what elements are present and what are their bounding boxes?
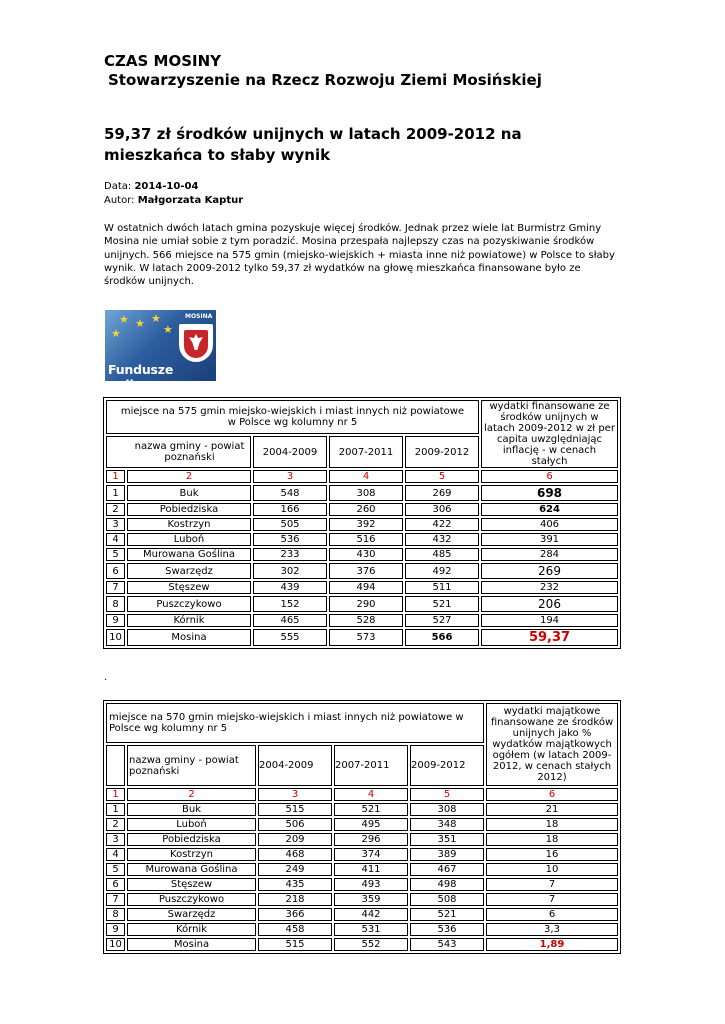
- municipality-name: Luboń: [127, 533, 251, 546]
- table-row: [106, 596, 618, 612]
- municipality-name: Buk: [127, 485, 251, 501]
- rank-2007: 260: [329, 503, 403, 516]
- row-number: 3: [106, 518, 125, 531]
- rank-2009: 536: [410, 923, 484, 936]
- municipality-name: Stęszew: [127, 878, 256, 891]
- table-row: [106, 893, 618, 906]
- percent-value: 6: [486, 908, 618, 921]
- row-number: 5: [106, 548, 125, 561]
- rank-2009: 511: [405, 581, 479, 594]
- table-row: [106, 485, 618, 501]
- eu-funds-banner-image: [105, 310, 216, 392]
- period-2007-header: 2007-2011: [329, 436, 403, 468]
- rank-2007: 531: [334, 923, 408, 936]
- rank-2009: 308: [410, 803, 484, 816]
- period-2007-header: 2007-2011: [334, 745, 408, 786]
- table-row: [106, 581, 618, 594]
- column-number: 5: [410, 788, 484, 801]
- column-number: 6: [481, 470, 618, 483]
- column-number: 4: [334, 788, 408, 801]
- row-number: 6: [106, 878, 125, 891]
- table-row: [106, 563, 618, 579]
- rank-2004: 366: [258, 908, 332, 921]
- percent-value: 18: [486, 833, 618, 846]
- municipality-name: Kórnik: [127, 614, 251, 627]
- rank-2009: 348: [410, 818, 484, 831]
- per-capita-value: 269: [481, 563, 618, 579]
- rank-2007: 374: [334, 848, 408, 861]
- per-capita-value: 406: [481, 518, 618, 531]
- rank-2004: 505: [253, 518, 327, 531]
- rank-2004: 515: [258, 803, 332, 816]
- row-number: 6: [106, 563, 125, 579]
- row-number: 10: [106, 629, 125, 646]
- per-capita-value: 624: [481, 503, 618, 516]
- table-row: [106, 878, 618, 891]
- municipality-name: Kórnik: [127, 923, 256, 936]
- rank-2004: 468: [258, 848, 332, 861]
- municipality-name: Stęszew: [127, 581, 251, 594]
- crest-label: MOSINA: [185, 313, 213, 320]
- municipality-name: Swarzędz: [127, 563, 251, 579]
- municipality-name: Kostrzyn: [127, 518, 251, 531]
- author-label: Autor:: [104, 195, 135, 206]
- column-number: 2: [127, 788, 256, 801]
- row-number: 7: [106, 893, 125, 906]
- table-row-highlight: [106, 938, 618, 951]
- rank-2004: 555: [253, 629, 327, 646]
- percent-value: 18: [486, 818, 618, 831]
- rank-2007: 411: [334, 863, 408, 876]
- table-row: [106, 614, 618, 627]
- rank-2009: 485: [405, 548, 479, 561]
- per-capita-value: 284: [481, 548, 618, 561]
- percent-value: 16: [486, 848, 618, 861]
- municipality-name: Mosina: [127, 629, 251, 646]
- name-column-header: nazwa gminy - powiat poznański: [106, 436, 251, 468]
- period-2004-header: 2004-2009: [258, 745, 332, 786]
- row-number: 1: [106, 485, 125, 501]
- table-row: [106, 923, 618, 936]
- table-row: [106, 803, 618, 816]
- rank-2004: 249: [258, 863, 332, 876]
- column-number: 3: [253, 470, 327, 483]
- rank-2004: 515: [258, 938, 332, 951]
- rank-2004: 233: [253, 548, 327, 561]
- eu-star-icon: ★: [135, 317, 145, 330]
- rank-2004: 439: [253, 581, 327, 594]
- rank-2004: 152: [253, 596, 327, 612]
- municipality-name: Buk: [127, 803, 256, 816]
- row-number: 9: [106, 923, 125, 936]
- value-column-header: wydatki finansowane ze środków unijnych w latach 2009-2012 w zł per capita uwzględniając inflację - w cenach stałych: [481, 400, 618, 468]
- eu-star-icon: ★: [151, 312, 161, 325]
- municipality-name: Luboń: [127, 818, 256, 831]
- eu-star-icon: ★: [111, 327, 121, 340]
- row-number: 4: [106, 533, 125, 546]
- eu-star-icon: ★: [119, 313, 129, 326]
- column-number: 5: [405, 470, 479, 483]
- table-row: [106, 908, 618, 921]
- column-number: 4: [329, 470, 403, 483]
- per-capita-value: 232: [481, 581, 618, 594]
- period-2009-header: 2009-2012: [405, 436, 479, 468]
- table-row: [106, 518, 618, 531]
- rank-2007: 495: [334, 818, 408, 831]
- rank-2007: 442: [334, 908, 408, 921]
- rank-2009: 306: [405, 503, 479, 516]
- row-number: 9: [106, 614, 125, 627]
- rank-2009: 492: [405, 563, 479, 579]
- municipality-name: Puszczykowo: [127, 596, 251, 612]
- table-row: [106, 818, 618, 831]
- percent-value: 7: [486, 878, 618, 891]
- author-value: Małgorzata Kaptur: [137, 195, 244, 206]
- rank-2009: 508: [410, 893, 484, 906]
- rank-2009: 269: [405, 485, 479, 501]
- rank-2009: 498: [410, 878, 484, 891]
- row-number: 4: [106, 848, 125, 861]
- municipality-name: Puszczykowo: [127, 893, 256, 906]
- table-row-highlight: [106, 629, 618, 646]
- municipality-name: Murowana Goślina: [127, 863, 256, 876]
- group-header: miejsce na 575 gmin miejsko-wiejskich i miast innych niż powiatowe w Polsce wg kolumny nr 5: [106, 400, 479, 434]
- row-number: 3: [106, 833, 125, 846]
- article-lead: W ostatnich dwóch latach gmina pozyskuje więcej środków. Jednak przez wiele lat Burmistrz Gminy Mosina nie umiał sobie z tym poradzić. Mosina przespała najlepszy czas na pozyskiwanie środków unijnych. 566 miejsce na 575 gmin (miejsko-wiejskich + miasta inne niż powiatowe) w Polsce to słaby wynik. W latach 2009-2012 tylko 59,37 zł wydatków na głowę mieszkańca finansowane było ze środków unijnych.: [104, 223, 615, 288]
- row-number: 7: [106, 581, 125, 594]
- rank-2009: 521: [410, 908, 484, 921]
- table-row: [106, 863, 618, 876]
- column-number-row: [106, 788, 618, 801]
- rank-2009: 543: [410, 938, 484, 951]
- rank-2007: 359: [334, 893, 408, 906]
- column-number: 3: [258, 788, 332, 801]
- rank-2004: 166: [253, 503, 327, 516]
- site-title: CZAS MOSINY: [104, 52, 221, 70]
- banner-text: Fundusze unijne: [108, 362, 174, 392]
- ranking-table-2: [103, 700, 621, 954]
- per-capita-value: 194: [481, 614, 618, 627]
- column-number: 2: [127, 470, 251, 483]
- rank-2004: 548: [253, 485, 327, 501]
- rank-2004: 435: [258, 878, 332, 891]
- eu-star-icon: ★: [163, 323, 173, 336]
- table-row: [106, 503, 618, 516]
- per-capita-value: 206: [481, 596, 618, 612]
- row-number: 8: [106, 596, 125, 612]
- rank-2007: 552: [334, 938, 408, 951]
- table-row: [106, 848, 618, 861]
- percent-value: 21: [486, 803, 618, 816]
- rank-2007: 528: [329, 614, 403, 627]
- article-date: [104, 181, 198, 192]
- row-number: 2: [106, 818, 125, 831]
- rank-2007: 521: [334, 803, 408, 816]
- rank-2007: 573: [329, 629, 403, 646]
- row-number: 10: [106, 938, 125, 951]
- value-column-header: wydatki majątkowe finansowane ze środków unijnych jako % wydatków majątkowych ogółem (w latach 2009-2012, w cenach stałych 2012): [486, 703, 618, 786]
- rank-2004: 458: [258, 923, 332, 936]
- blank-cell: [106, 745, 125, 786]
- article-author: [104, 195, 243, 206]
- rank-2009: 467: [410, 863, 484, 876]
- period-2004-header: 2004-2009: [253, 436, 327, 468]
- rank-2007: 430: [329, 548, 403, 561]
- rank-2009: 566: [405, 629, 479, 646]
- name-column-header: nazwa gminy - powiat poznański: [127, 745, 256, 786]
- separator-dot: .: [104, 672, 108, 683]
- table-row: [106, 548, 618, 561]
- period-2009-header: 2009-2012: [410, 745, 484, 786]
- rank-2004: 218: [258, 893, 332, 906]
- row-number: 5: [106, 863, 125, 876]
- column-number: 1: [106, 470, 125, 483]
- municipality-name: Swarzędz: [127, 908, 256, 921]
- per-capita-value: 59,37: [481, 629, 618, 646]
- rank-2007: 493: [334, 878, 408, 891]
- rank-2009: 521: [405, 596, 479, 612]
- rank-2009: 527: [405, 614, 479, 627]
- percent-value: 10: [486, 863, 618, 876]
- percent-value: 1,89: [486, 938, 618, 951]
- column-number-row: [106, 470, 618, 483]
- rank-2009: 389: [410, 848, 484, 861]
- column-number: 6: [486, 788, 618, 801]
- row-number: 1: [106, 803, 125, 816]
- municipality-name: Murowana Goślina: [127, 548, 251, 561]
- rank-2007: 296: [334, 833, 408, 846]
- percent-value: 3,3: [486, 923, 618, 936]
- municipality-name: Pobiedziska: [127, 833, 256, 846]
- municipality-name: Kostrzyn: [127, 848, 256, 861]
- rank-2009: 422: [405, 518, 479, 531]
- ranking-table-1: [103, 397, 621, 649]
- rank-2007: 290: [329, 596, 403, 612]
- rank-2004: 209: [258, 833, 332, 846]
- row-number: 2: [106, 503, 125, 516]
- table-row: [106, 833, 618, 846]
- row-number: 8: [106, 908, 125, 921]
- date-value: 2014-10-04: [134, 181, 199, 192]
- site-subtitle: Stowarzyszenie na Rzecz Rozwoju Ziemi Mosińskiej: [108, 71, 542, 89]
- rank-2007: 516: [329, 533, 403, 546]
- group-header: miejsce na 570 gmin miejsko-wiejskich i miast innych niż powiatowe w Polsce wg kolumny nr 5: [106, 703, 484, 743]
- rank-2007: 494: [329, 581, 403, 594]
- date-label: Data:: [104, 181, 132, 192]
- rank-2007: 308: [329, 485, 403, 501]
- rank-2004: 506: [258, 818, 332, 831]
- per-capita-value: 391: [481, 533, 618, 546]
- percent-value: 7: [486, 893, 618, 906]
- rank-2009: 351: [410, 833, 484, 846]
- per-capita-value: 698: [481, 485, 618, 501]
- rank-2004: 536: [253, 533, 327, 546]
- rank-2004: 465: [253, 614, 327, 627]
- municipality-name: Mosina: [127, 938, 256, 951]
- rank-2009: 432: [405, 533, 479, 546]
- municipality-name: Pobiedziska: [127, 503, 251, 516]
- rank-2004: 302: [253, 563, 327, 579]
- table-row: [106, 533, 618, 546]
- column-number: 1: [106, 788, 125, 801]
- rank-2007: 392: [329, 518, 403, 531]
- rank-2007: 376: [329, 563, 403, 579]
- article-title: 59,37 zł środków unijnych w latach 2009-2012 na mieszkańca to słaby wynik: [104, 125, 522, 164]
